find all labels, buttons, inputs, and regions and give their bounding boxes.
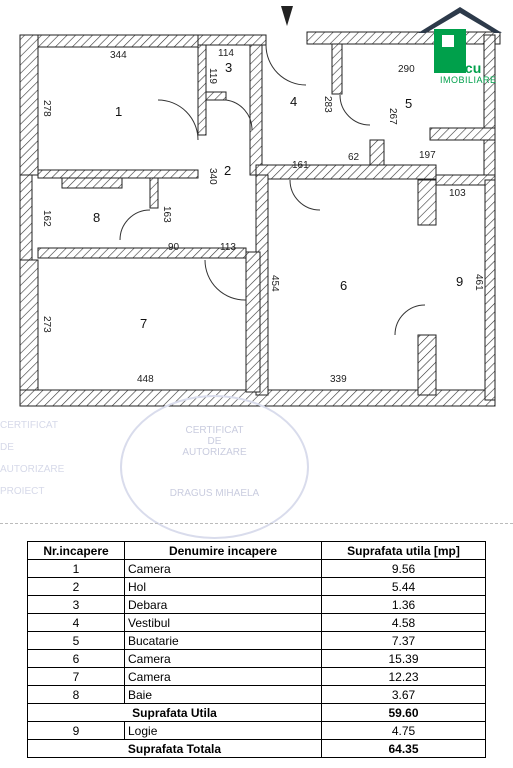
cell-area: 3.67 <box>322 686 486 704</box>
cell-area: 1.36 <box>322 596 486 614</box>
dim-label: 448 <box>137 374 154 385</box>
room-6-label: 6 <box>340 278 348 293</box>
table-row <box>28 578 486 596</box>
table-row <box>28 596 486 614</box>
dim-label: 344 <box>110 50 127 61</box>
cell-name: Debara <box>125 596 322 614</box>
cell-nr: 5 <box>28 632 125 650</box>
subtotal-row <box>28 704 486 722</box>
table-header-row <box>28 542 486 560</box>
dim-label: 290 <box>398 64 415 75</box>
dim-label: 197 <box>419 150 436 161</box>
dim-label: 267 <box>387 108 398 125</box>
table-row <box>28 668 486 686</box>
cell-area: 15.39 <box>322 650 486 668</box>
dim-label: 339 <box>330 374 347 385</box>
stamp-line: CERTIFICAT <box>185 425 244 436</box>
cell-nr: 2 <box>28 578 125 596</box>
cell-area: 4.58 <box>322 614 486 632</box>
dim-label: 103 <box>449 188 466 199</box>
cell-name: Bucatarie <box>125 632 322 650</box>
cell-name: Hol <box>125 578 322 596</box>
cell-nr: 3 <box>28 596 125 614</box>
table-row <box>28 614 486 632</box>
table-row <box>28 650 486 668</box>
room-1-label: 1 <box>115 104 123 119</box>
dim-label: 283 <box>322 96 333 113</box>
logo-subtitle: IMOBILIARE <box>440 75 497 85</box>
dim-label: 163 <box>161 206 172 223</box>
room-4-label: 4 <box>290 94 298 109</box>
dim-label: 162 <box>41 210 52 227</box>
cell-area: 12.23 <box>322 668 486 686</box>
dim-label: 273 <box>41 316 52 333</box>
table-row <box>28 632 486 650</box>
room-3-label: 3 <box>225 60 233 75</box>
cell-nr: 6 <box>28 650 125 668</box>
dim-label: 114 <box>218 48 234 59</box>
dim-label: 340 <box>207 168 218 185</box>
cell-area: 4.75 <box>322 722 486 740</box>
room-8-label: 8 <box>93 210 101 225</box>
total-label: Suprafata Totala <box>28 740 322 758</box>
subtotal-label: Suprafata Utila <box>28 704 322 722</box>
cell-name: Baie <box>125 686 322 704</box>
room-5-label: 5 <box>405 96 413 111</box>
table-row <box>28 560 486 578</box>
stamp-line: AUTORIZARE <box>182 447 247 458</box>
room-9-label: 9 <box>456 274 464 289</box>
dim-label: 113 <box>220 242 236 253</box>
cell-nr: 8 <box>28 686 125 704</box>
stamp-left-line: AUTORIZARE <box>0 464 65 475</box>
dim-label: 119 <box>207 68 218 84</box>
cell-nr: 1 <box>28 560 125 578</box>
authorization-stamp <box>120 395 309 539</box>
cell-nr: 9 <box>28 722 125 740</box>
cell-area: 7.37 <box>322 632 486 650</box>
cell-nr: 4 <box>28 614 125 632</box>
stamp-line: DRAGUS MIHAELA <box>169 488 260 499</box>
area-table <box>27 541 486 758</box>
dim-label: 454 <box>269 275 280 292</box>
cell-area: 9.56 <box>322 560 486 578</box>
stamp-left-line: PROIECT <box>0 486 45 497</box>
page-separator <box>0 523 513 525</box>
table-row <box>28 686 486 704</box>
cell-area: 5.44 <box>322 578 486 596</box>
room-2-label: 2 <box>224 163 232 178</box>
cell-nr: 7 <box>28 668 125 686</box>
header-area: Suprafata utila [mp] <box>322 542 486 560</box>
header-name: Denumire incapere <box>125 542 322 560</box>
stamp-line: DE <box>207 436 222 447</box>
dim-label: 461 <box>473 274 484 291</box>
entrance-arrow <box>281 6 293 26</box>
logo-text: Pascu <box>440 60 482 76</box>
stamp-left <box>0 415 90 503</box>
subtotal-value: 59.60 <box>322 704 486 722</box>
cell-name: Logie <box>125 722 322 740</box>
dim-label: 278 <box>41 100 52 117</box>
dim-label: 62 <box>348 152 360 163</box>
header-nr: Nr.incapere <box>28 542 125 560</box>
cell-name: Camera <box>125 560 322 578</box>
stamp-left-line: CERTIFICAT <box>0 420 58 431</box>
cell-name: Camera <box>125 668 322 686</box>
stamp-left-line: DE <box>0 442 14 453</box>
dim-label: 90 <box>168 242 180 253</box>
table-row <box>28 722 486 740</box>
dim-label: 161 <box>292 160 309 171</box>
cell-name: Vestibul <box>125 614 322 632</box>
room-7-label: 7 <box>140 316 148 331</box>
total-value: 64.35 <box>322 740 486 758</box>
cell-name: Camera <box>125 650 322 668</box>
total-row <box>28 740 486 758</box>
